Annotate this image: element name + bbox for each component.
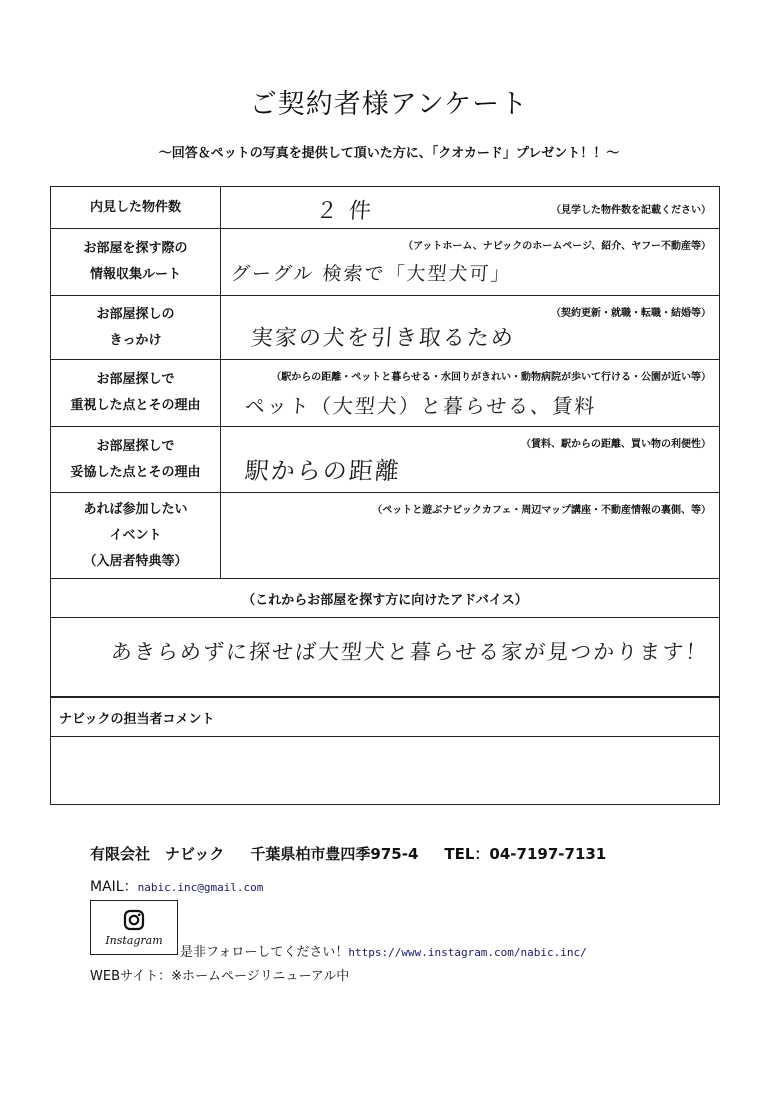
- company-address: 千葉県柏市豊四季975-4: [250, 845, 419, 863]
- survey-row-viewed-count: [51, 187, 719, 229]
- instagram-logo-box: [90, 900, 178, 955]
- row-label: お部屋探しの きっかけ: [51, 296, 221, 359]
- hint-text: （契約更新・就職・転職・結婚等）: [551, 308, 711, 319]
- survey-row-events: [51, 493, 719, 579]
- company-tel: TEL：04-7197-7131: [444, 845, 607, 863]
- answer-cell: [221, 187, 719, 228]
- survey-table: [50, 186, 720, 697]
- instagram-url[interactable]: https://www.instagram.com/nabic.inc/: [348, 946, 587, 959]
- handwritten-answer: 実家の犬を引き取るため: [249, 326, 516, 351]
- hint-text: （駅からの距離・ペットと暮らせる・水回りがきれい・動物病院が歩いて行ける・公園が近い等）: [271, 372, 711, 383]
- hint-text: （見学した物件数を記載ください）: [551, 205, 711, 216]
- handwritten-answer: ２ 件: [314, 199, 374, 224]
- survey-row-info-route: [51, 229, 719, 296]
- survey-row-motivation: [51, 296, 719, 360]
- hint-text: （賃料、駅からの距離、買い物の利便性）: [521, 439, 711, 450]
- answer-cell: [221, 493, 719, 578]
- company-info: [90, 843, 632, 864]
- mail-label: MAIL：: [90, 879, 138, 895]
- staff-comment-box: [50, 697, 720, 805]
- row-label: 内見した物件数: [51, 187, 221, 228]
- company-name: 有限会社 ナビック: [90, 845, 225, 863]
- mail-line: [90, 876, 263, 896]
- hint-text: （アットホーム、ナビックのホームページ、紹介、ヤフー不動産等）: [403, 241, 711, 252]
- handwritten-answer: 駅からの距離: [243, 457, 402, 485]
- instagram-icon: [123, 909, 145, 931]
- handwritten-answer: ペット（大型犬）と暮らせる、賃料: [244, 394, 598, 418]
- answer-cell: [221, 427, 719, 492]
- page-subtitle: ～回答＆ペットの写真を提供して頂いた方に、「クオカード」プレゼント！！～: [158, 146, 620, 161]
- hint-text: （ペットと遊ぶナビックカフェ・周辺マップ講座・不動産情報の裏側、等）: [372, 505, 711, 516]
- mail-address[interactable]: nabic.inc@gmail.com: [137, 881, 264, 894]
- answer-cell: [221, 296, 719, 359]
- handwritten-advice: あきらめずに探せば大型犬と暮らせる家が見つかります！: [110, 640, 710, 664]
- page-title: ご契約者様アンケート: [249, 89, 529, 120]
- answer-cell: [221, 229, 719, 295]
- survey-row-priority: [51, 360, 719, 427]
- row-label: お部屋探しで 妥協した点とその理由: [51, 427, 221, 492]
- advice-header: （これからお部屋を探す方に向けたアドバイス）: [51, 579, 719, 618]
- instagram-logo-text: Instagram: [105, 933, 163, 947]
- follow-text: 是非フォローしてください！: [180, 945, 349, 960]
- survey-row-compromise: [51, 427, 719, 493]
- row-label: あれば参加したい イベント （入居者特典等）: [51, 493, 221, 578]
- answer-cell: [221, 360, 719, 426]
- row-label: お部屋探しで 重視した点とその理由: [51, 360, 221, 426]
- follow-line: [180, 941, 587, 960]
- website-note: WEBサイト：※ホームページリニューアル中: [90, 969, 350, 984]
- advice-cell: [51, 618, 719, 696]
- row-label: お部屋を探す際の 情報収集ルート: [51, 229, 221, 295]
- handwritten-answer: グーグル 検索で「大型犬可」: [230, 263, 513, 285]
- staff-comment-header: ナビックの担当者コメント: [51, 698, 719, 737]
